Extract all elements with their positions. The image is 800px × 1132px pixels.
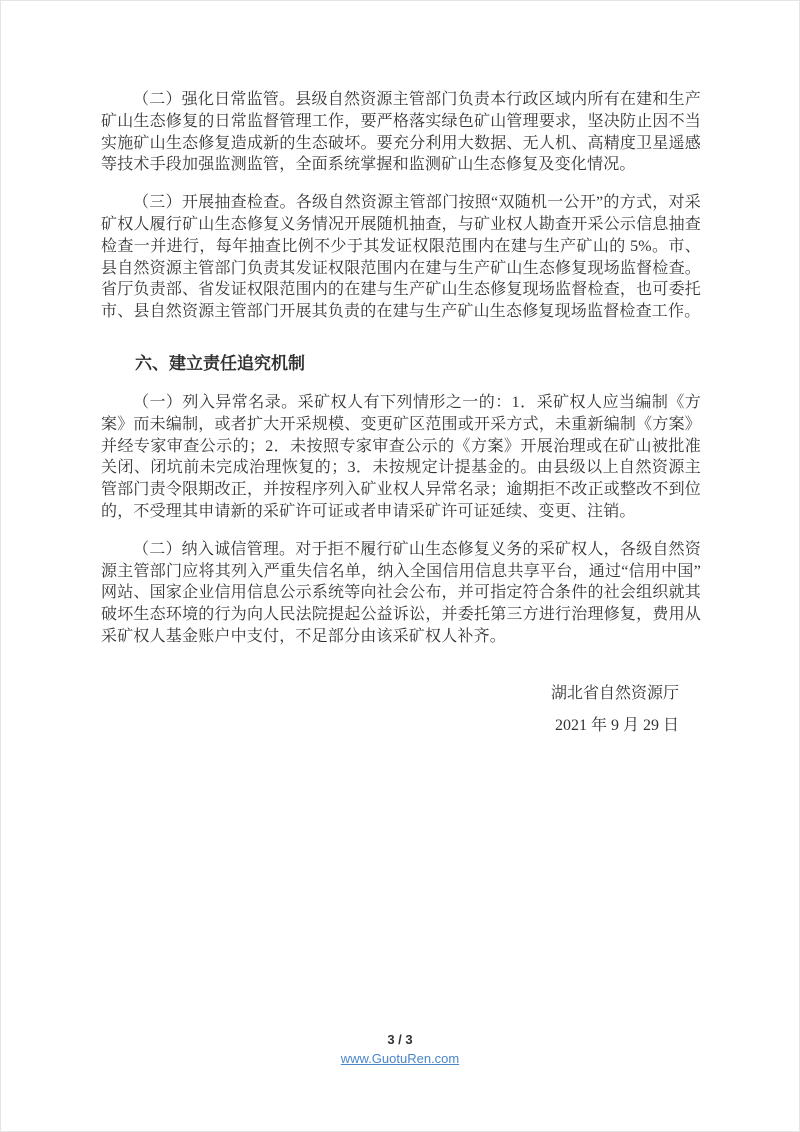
- paragraph-credit-management: （二）纳入诚信管理。对于拒不履行矿山生态修复义务的采矿权人，各级自然资源主管部门应将其列入严重失信名单，纳入全国信用信息共享平台，通过“信用中国”网站、国家企业信用信息公示系统等向社会公布，并可指定符合条件的社会组织就其破坏生态环境的行为向人民法院提起公益诉讼，并委托第三方进行治理修复，费用从采矿权人基金账户中支付，不足部分由该采矿权人补齐。: [101, 540, 701, 645]
- paragraph-daily-supervision: （二）强化日常监管。县级自然资源主管部门负责本行政区域内所有在建和生产矿山生态修复的日常监督管理工作，要严格落实绿色矿山管理要求，坚决防止因不当实施矿山生态修复造成新的生态破坏。要充分利用大数据、无人机、高精度卫星遥感等技术手段加强监测监管，全面系统掌握和监测矿山生态修复及变化情况。: [101, 91, 701, 174]
- signature-block: [101, 683, 701, 737]
- paragraph-abnormal-list: （一）列入异常名录。采矿权人有下列情形之一的：1．采矿权人应当编制《方案》而未编制，或者扩大开采规模、变更矿区范围或开采方式，未重新编制《方案》并经专家审查公示的；2．未按照专家审查公示的《方案》开展治理或在矿山被批准关闭、闭坑前未完成治理恢复的；3．未按规定计提基金的。由县级以上自然资源主管部门责令限期改正，并按程序列入矿业权人异常名录；逾期拒不改正或整改不到位的，不受理其申请新的采矿许可证或者申请采矿许可证延续、变更、注销。: [101, 393, 701, 520]
- footer-site-link[interactable]: www.GuotuRen.com: [340, 1051, 460, 1066]
- page-footer: [1, 1031, 799, 1068]
- page-number-indicator: 3 / 3: [387, 1032, 413, 1047]
- paragraph-spot-checks: （三）开展抽查检查。各级自然资源主管部门按照“双随机一公开”的方式，对采矿权人履行矿山生态修复义务情况开展随机抽查，与矿业权人勘查开采公示信息抽查检查一并进行，每年抽查比例不少于其发证权限范围内在建与生产矿山的 5%。市、县自然资源主管部门负责其发证权限范围内在建与生产矿山生态修复现场监督检查。省厅负责部、省发证权限范围内的在建与生产矿山生态修复现场监督检查，也可委托市、县自然资源主管部门开展其负责的在建与生产矿山生态修复现场监督检查工作。: [101, 194, 701, 321]
- signature-organization: 湖北省自然资源厅: [550, 684, 679, 702]
- signature-date: 2021 年 9 月 29 日: [554, 716, 679, 734]
- document-body: [101, 89, 701, 737]
- section-heading-accountability: 六、建立责任追究机制: [135, 353, 305, 373]
